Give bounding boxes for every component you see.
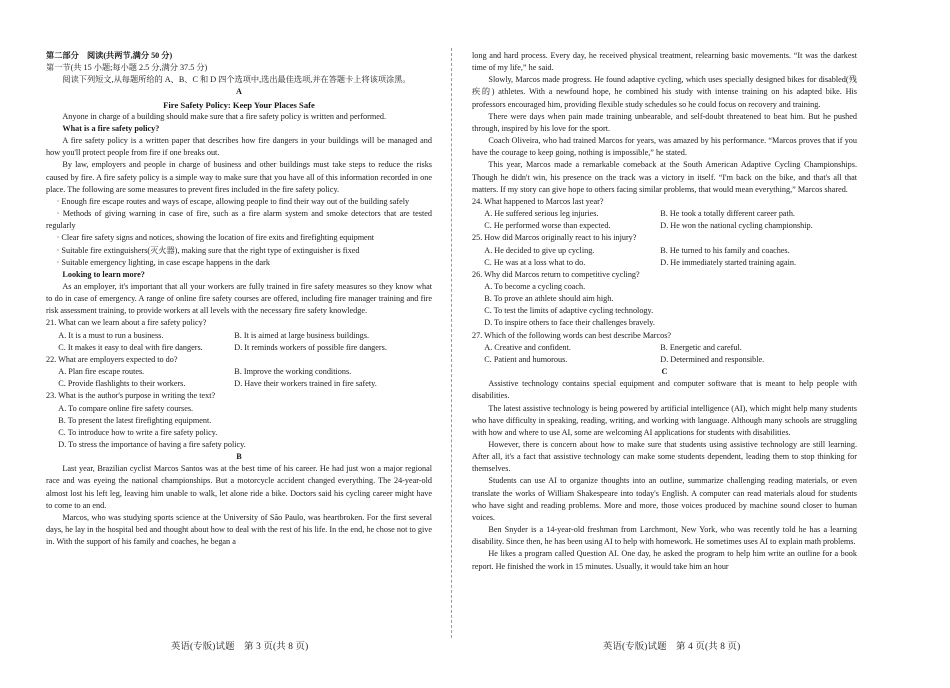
passage-a-paragraph-4: As an employer, it's important that all your workers are fully trained in fire safety measures so they know what to do in case of emergency. A range of online fire safety courses are offered, including fire manager training and fire risk assessment training, to provide workers at all levels with the necessary fire safety knowledge. [46,281,432,316]
question-24-option-a[interactable]: A. He suffered serious leg injuries. [484,209,599,219]
passage-b-letter: B [236,452,242,462]
page-footer-left: 英语(专版)试题 第 3 页(共 8 页) [171,642,309,652]
passage-b-paragraph-6: Coach Oliveira, who had trained Marcos for years, was amazed by his performance. “Marcos proves that if you have the courage to keep going, nothing is impossible,” he stated. [472,136,857,158]
question-24-option-c[interactable]: C. He performed worse than expected. [484,221,611,231]
question-23-stem: 23. What is the author's purpose in writing the text? [46,391,216,401]
question-25-option-d[interactable]: D. He immediately started training again. [660,257,797,267]
question-22-stem: 22. What are employers expected to do? [46,354,178,364]
question-23-option-c[interactable]: C. To introduce how to write a fire safety policy. [58,427,218,437]
passage-c-paragraph-4: Students can use AI to organize thoughts into an outline, summarize challenging reading materials, or even translate the works of William Shakespeare into today's English. A computer can read materials aloud for students who have sight and reading problems. More and more, those voices produced by machine sound closer to human voices. [472,476,857,522]
part-heading: 第二部分 阅读(共两节,满分 50 分) [46,51,173,60]
question-24-option-b[interactable]: B. He took a totally different career path. [660,209,795,219]
question-27-stem: 27. Which of the following words can best describe Marcos? [472,330,672,340]
passage-a-subheading-1: What is a fire safety policy? [62,123,160,133]
passage-a-subheading-2: Looking to learn more? [62,269,145,279]
passage-a-bullet-3: · Clear fire safety signs and notices, showing the location of fire exits and firefighting equipment [56,233,375,243]
passage-c-paragraph-1: Assistive technology contains special equipment and computer software that is meant to help people with disabilities. [472,379,857,401]
question-27-option-d[interactable]: D. Determined and responsible. [660,354,765,364]
question-27-options-row-2 [472,354,857,366]
question-21-options-row-1 [46,330,432,342]
passage-b-paragraph-2: Marcos, who was studying sports science at the University of São Paulo, was heartbroken. For the first several days, he lay in the hospital bed and thought about how to deal with the rest of his life. In the end, he chose not to give in. With the support of his family and coaches, he began a [46,512,432,547]
passage-a-title: Fire Safety Policy: Keep Your Places Safe [163,99,315,110]
question-24-stem: 24. What happened to Marcos last year? [472,196,604,206]
left-column [46,50,432,548]
question-22-option-d[interactable]: D. Have their workers trained in fire safety. [234,379,377,389]
passage-b-paragraph-1: Last year, Brazilian cyclist Marcos Santos was at the best time of his career. He had just won a major regional race and was eyeing the national championships. But a motorcycle accident changed everything. The 24-year-old almost lost his left leg, leaving him unable to walk, let alone ride a bike. Doctors said his cycling career might have to come to an end. [46,464,432,510]
passage-a-bullet-4: · Suitable fire extinguishers(灭火器), making sure that the right type of extinguisher is fixed [56,245,360,255]
question-26-stem: 26. Why did Marcos return to competitive cycling? [472,269,640,279]
question-22-options-row-2 [46,378,432,390]
question-27-option-a[interactable]: A. Creative and confident. [484,342,571,352]
section-heading: 第一节(共 15 小题;每小题 2.5 分,满分 37.5 分) [46,63,208,73]
passage-a-bullet-1: · Enough fire escape routes and ways of escape, allowing people to find their way out of the building safely [56,196,410,206]
question-23-option-a[interactable]: A. To compare online fire safety courses. [58,403,194,413]
question-22-options-row-1 [46,366,432,378]
question-25-stem: 25. How did Marcos originally react to his injury? [472,233,637,243]
passage-b-paragraph-3: long and hard process. Every day, he received physical treatment, relearning basic movements. “It was the darkest time of my life,” he said. [472,51,857,73]
passage-a-paragraph-2: A fire safety policy is a written paper that describes how fire dangers in your buildings will be managed and how you'll protect people from fire if one breaks out. [46,136,432,158]
question-27-option-c[interactable]: C. Patient and humorous. [484,354,568,364]
question-25-option-a[interactable]: A. He decided to give up cycling. [484,245,595,255]
passage-a-bullet-5: · Suitable emergency lighting, in case escape happens in the dark [56,257,270,267]
question-23-option-b[interactable]: B. To present the latest firefighting equipment. [58,415,212,425]
question-23-option-d[interactable]: D. To stress the importance of having a fire safety policy. [58,440,246,449]
question-21-option-d[interactable]: D. It reminds workers of possible fire dangers. [234,342,387,352]
question-27-options-row-1 [472,342,857,354]
right-column [472,50,857,573]
passage-b-paragraph-7: This year, Marcos made a remarkable comeback at the South American Adaptive Cycling Championships. Though he didn't win, his presence on the track was a victory in itself. “I'm back on the bike, and that's all that matters. If my story can give hope to others facing similar problems, that would mean everything,” Marcos shared. [472,160,857,194]
question-25-options-row-1 [472,245,857,257]
passage-c-paragraph-6: He likes a program called Question AI. One day, he asked the program to help him write an outline for a book report. He finished the work in 15 minutes. Usually, it would take him an hour [472,549,857,571]
question-22-option-c[interactable]: C. Provide flashlights to their workers. [58,379,186,389]
question-25-options-row-2 [472,257,857,269]
question-22-option-a[interactable]: A. Plan fire escape routes. [58,367,145,377]
page-footer-right: 英语(专版)试题 第 4 页(共 8 页) [603,642,741,652]
question-22-option-b[interactable]: B. Improve the working conditions. [234,367,352,377]
question-26-option-d[interactable]: D. To inspire others to face their challenges bravely. [484,318,655,328]
passage-c-letter: C [661,367,668,377]
passage-a-paragraph-3: By law, employers and people in charge of business and other buildings must take steps to reduce the risks caused by fire. A fire safety policy is a simple way to make sure that you have all of this information recorded in one place. The following are some measures to prevent fires included in the fire safety policy. [46,160,432,194]
passage-c-paragraph-5: Ben Snyder is a 14-year-old freshman from Larchmont, New York, who was recently told he has a learning disability. Since then, he has been using AI to help with homework. He sometimes uses AI to explain math problems. [472,525,857,547]
passage-b-paragraph-4: Slowly, Marcos made progress. He found adaptive cycling, which uses specially designed bikes for disabled(残疾的) athletes. With a newfound hope, he combined his study with intense training on his adapted bike. His professors encouraged him, providing flexible study schedules so he could focus on recovery and training. [472,75,857,109]
passage-a-letter: A [236,87,242,97]
question-26-option-c[interactable]: C. To test the limits of adaptive cycling technology. [484,306,654,316]
question-21-option-a[interactable]: A. It is a must to run a business. [58,330,164,340]
question-25-option-c[interactable]: C. He was at a loss what to do. [484,257,586,267]
question-26-option-a[interactable]: A. To become a cycling coach. [484,281,586,291]
question-25-option-b[interactable]: B. He turned to his family and coaches. [660,245,790,255]
question-26-option-b[interactable]: B. To prove an athlete should aim high. [484,294,614,304]
question-21-option-c[interactable]: C. It makes it easy to deal with fire dangers. [58,342,203,352]
instruction: 阅读下列短文,从每题所给的 A、B、C 和 D 四个选项中,选出最佳选项,并在答题卡上将该项涂黑。 [62,75,411,85]
passage-a-bullet-2: · Methods of giving warning in case of fire, such as a fire alarm system and smoke detectors that are tested regularly [46,209,432,231]
question-27-option-b[interactable]: B. Energetic and careful. [660,342,742,352]
question-21-stem: 21. What can we learn about a fire safety policy? [46,318,207,328]
passage-a-paragraph-1: Anyone in charge of a building should make sure that a fire safety policy is written and performed. [62,111,387,121]
question-21-options-row-2 [46,342,432,354]
question-21-option-b[interactable]: B. It is aimed at large business buildings. [234,330,369,340]
question-24-options-row-1 [472,208,857,220]
passage-b-paragraph-5: There were days when pain made training unbearable, and self-doubt threatened to beat him. But he pushed through, inspired by his love for the sport. [472,111,857,133]
question-24-option-d[interactable]: D. He won the national cycling championship. [660,221,813,231]
passage-c-paragraph-3: However, there is concern about how to make sure that students using assistive technology are still learning. After all, it's a fact that assistive technology can make some students dependent, leading them to stop thinking for themselves. [472,440,857,474]
passage-c-paragraph-2: The latest assistive technology is being powered by artificial intelligence (AI), which might help many students who have difficulty in speaking, reading, writing, and working with language. Although many schools are struggling with how and where to use AI, some are welcoming AI applications for students with disabilities. [472,403,857,437]
question-24-options-row-2 [472,220,857,232]
column-divider [451,48,452,638]
